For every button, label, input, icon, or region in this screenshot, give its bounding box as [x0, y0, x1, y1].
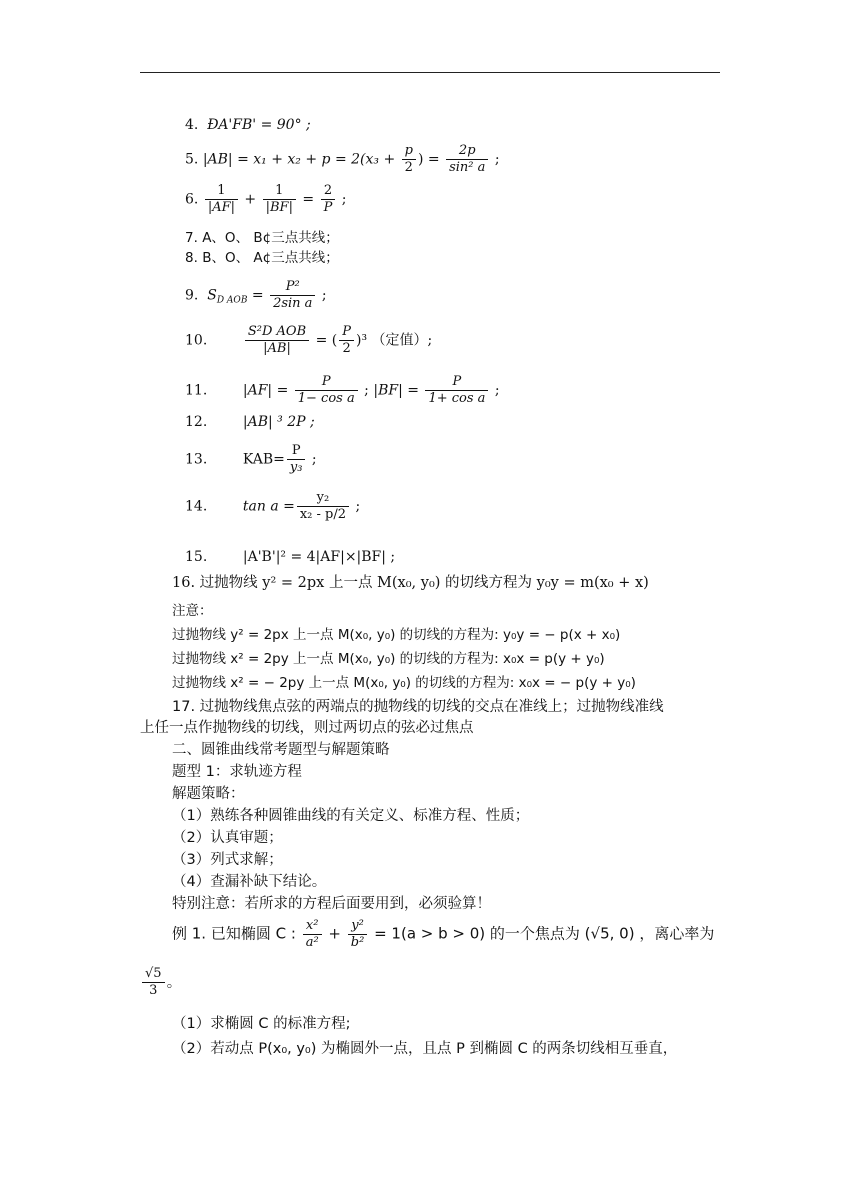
item-16: 16. 过抛物线 y² = 2px 上一点 M(x₀, y₀) 的切线方程为 y₀y = m(x₀ + x)	[172, 575, 649, 591]
step-2: （2）认真审题；	[172, 830, 283, 846]
special-note: 特别注意：若所求的方程后面要用到，必须验算！	[172, 896, 491, 912]
item-11: 11. |AF| = $\frac{P}{\text{1− cos a}}$ ; |BF| = $\frac{P}{\text{1+ cos a}}$ ;	[185, 374, 500, 406]
note-line-1: 过抛物线 y² = 2px 上一点 M(x₀, y₀) 的切线的方程为: y₀y = − p(x + x₀)	[172, 627, 621, 643]
item-13: 13. KAB= $\frac{P}{\text{y₃}}$ ;	[185, 443, 317, 475]
item-8: 8. B、O、 A¢三点共线；	[185, 250, 339, 266]
step-1: （1）熟练各种圆锥曲线的有关定义、标准方程、性质；	[172, 808, 530, 824]
note-line-2: 过抛物线 x² = 2py 上一点 M(x₀, y₀) 的切线的方程为: x₀x = p(y + y₀)	[172, 651, 605, 667]
question-1: （1）求椭圆 C 的标准方程;	[172, 1016, 351, 1032]
step-3: （3）列式求解；	[172, 852, 283, 868]
header-rule	[140, 72, 720, 73]
note-label: 注意：	[172, 603, 213, 619]
item-10: 10. $\frac{\text{S²D AOB}}{|AB|}$ = ( $\frac{P}{2}$ )³ （定值）;	[185, 324, 433, 356]
item-12: 12. |AB| ³ 2P ;	[185, 414, 315, 430]
item-15: 15. |A'B'|² = 4|AF|×|BF| ;	[185, 549, 396, 565]
item-14: 14. tan a = $\frac{\text{y₂}}{\text{x₂ - p/2}}$ ;	[185, 490, 361, 522]
section-heading: 二、圆锥曲线常考题型与解题策略	[172, 742, 390, 758]
example-1: 例 1. 已知椭圆 C : $\frac{\text{x²}}{\text{a²}}$ + $\frac{\text{y²}}{\text{b²}}$ = 1(a > b > 0) 的一个焦点为 (√5, 0) ，离心率为	[172, 918, 715, 950]
item-9: 9. $S_{D AOB}$ = $\frac{\text{P²}}{\text{2sin a}}$ ;	[185, 279, 327, 311]
strategy-label: 解题策略：	[172, 786, 245, 802]
item-6: 6. $\frac{1}{|AF|}$ + $\frac{1}{|BF|}$ = $\frac{2}{P}$ ;	[185, 183, 347, 215]
item-7: 7. A、O、 B¢三点共线；	[185, 230, 339, 246]
item-5: 5. |AB| = x₁ + x₂ + p = 2(x₃ + $\frac{p}{2}$ ) = $\frac{2p}{\text{sin² a}}$ ;	[185, 143, 500, 175]
item-4: 4. ÐA'FB' = 90° ;	[185, 117, 311, 133]
step-4: （4）查漏补缺下结论。	[172, 874, 327, 890]
example-1-eccentricity: $\frac{√5}{3}$ 。	[140, 966, 182, 999]
item-17-line2: 上任一点作抛物线的切线，则过两切点的弦必过焦点	[140, 720, 474, 736]
question-2: （2）若动点 P(x₀, y₀) 为椭圆外一点，且点 P 到椭圆 C 的两条切线相互垂直，	[172, 1041, 678, 1057]
item-17-line1: 17. 过抛物线焦点弦的两端点的抛物线的切线的交点在准线上；过抛物线准线	[172, 699, 664, 715]
type-heading: 题型 1：求轨迹方程	[172, 764, 302, 780]
note-line-3: 过抛物线 x² = − 2py 上一点 M(x₀, y₀) 的切线的方程为: x₀x = − p(y + y₀)	[172, 675, 636, 691]
